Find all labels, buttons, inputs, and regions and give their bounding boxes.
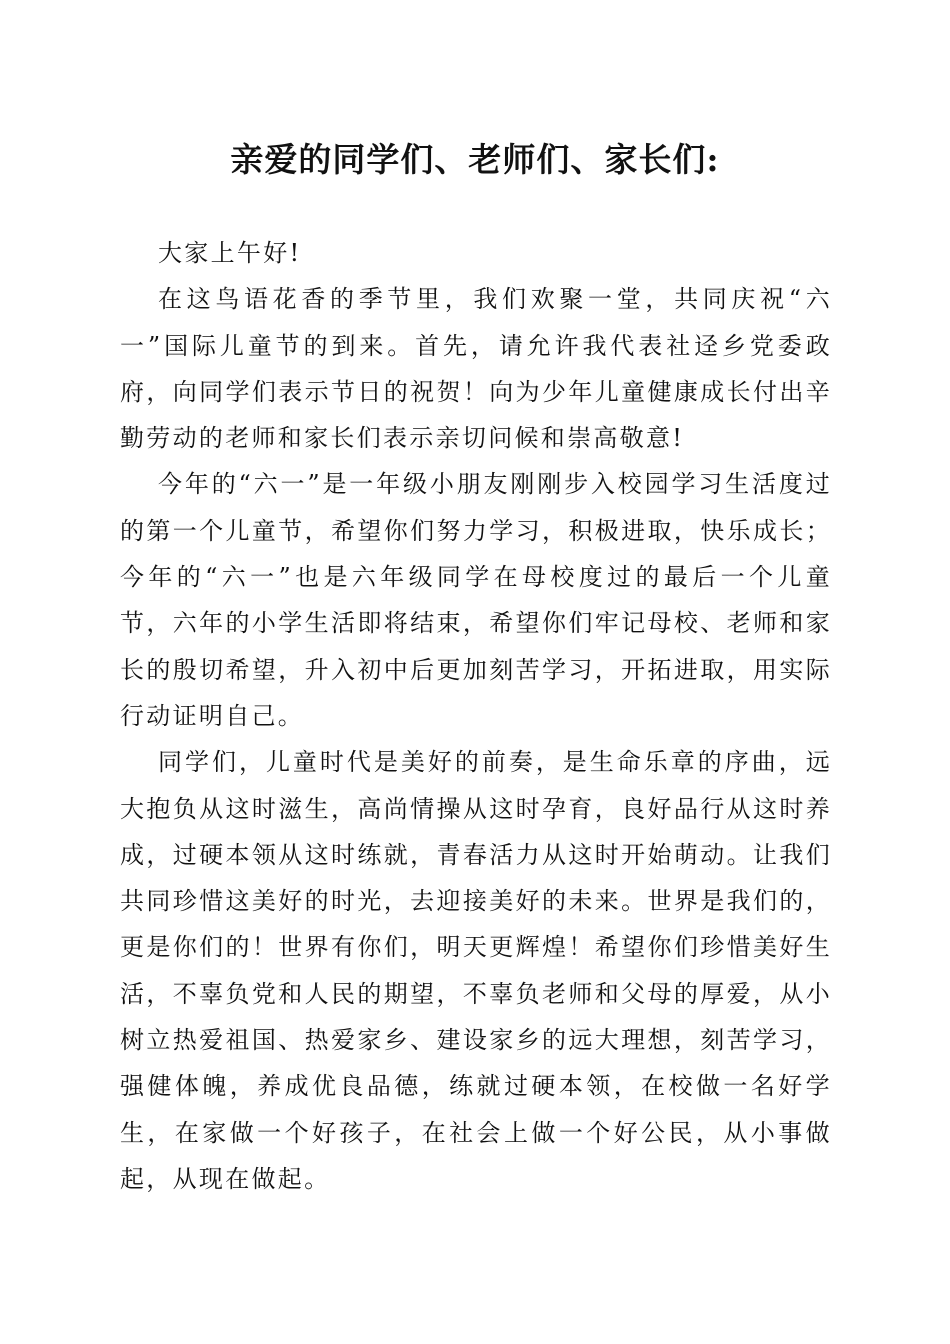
paragraph-closing-hopes: 同学们，儿童时代是美好的前奏，是生命乐章的序曲，远大抱负从这时滋生，高尚情操从这时孕育，良好品行从这时养成，过硬本领从这时练就，青春活力从这时开始萌动。让我们共同珍惜这美好的时光，去迎接美好的未来。世界是我们的，更是你们的！世界有你们，明天更辉煌！希望你们珍惜美好生活，不辜负党和人民的期望，不辜负老师和父母的厚爱，从小树立热爱祖国、热爱家乡、建设家乡的远大理想，刻苦学习，强健体魄，养成优良品德，练就过硬本领，在校做一名好学生，在家做一个好孩子，在社会上做一个好公民，从小事做起，从现在做起。 [120, 748, 832, 1193]
paragraph-first-sixth-grade: 今年的“六一”是一年级小朋友刚刚步入校园学习生活度过的第一个儿童节，希望你们努力学习，积极进取，快乐成长；今年的“六一”也是六年级同学在母校度过的最后一个儿童节，六年的小学生活即将结束，希望你们牢记母校、老师和家长的殷切希望，升入初中后更加刻苦学习，开拓进取，用实际行动证明自己。 [120, 470, 832, 730]
document-body [120, 230, 832, 1202]
paragraph-opening: 在这鸟语花香的季节里，我们欢聚一堂，共同庆祝“六一”国际儿童节的到来。首先，请允许我代表社迳乡党委政府，向同学们表示节日的祝贺！向为少年儿童健康成长付出辛勤劳动的老师和家长们表示亲切问候和崇高敬意! [120, 285, 832, 453]
paragraph-greeting: 大家上午好! [158, 239, 302, 267]
document-title: 亲爱的同学们、老师们、家长们: [230, 140, 720, 179]
